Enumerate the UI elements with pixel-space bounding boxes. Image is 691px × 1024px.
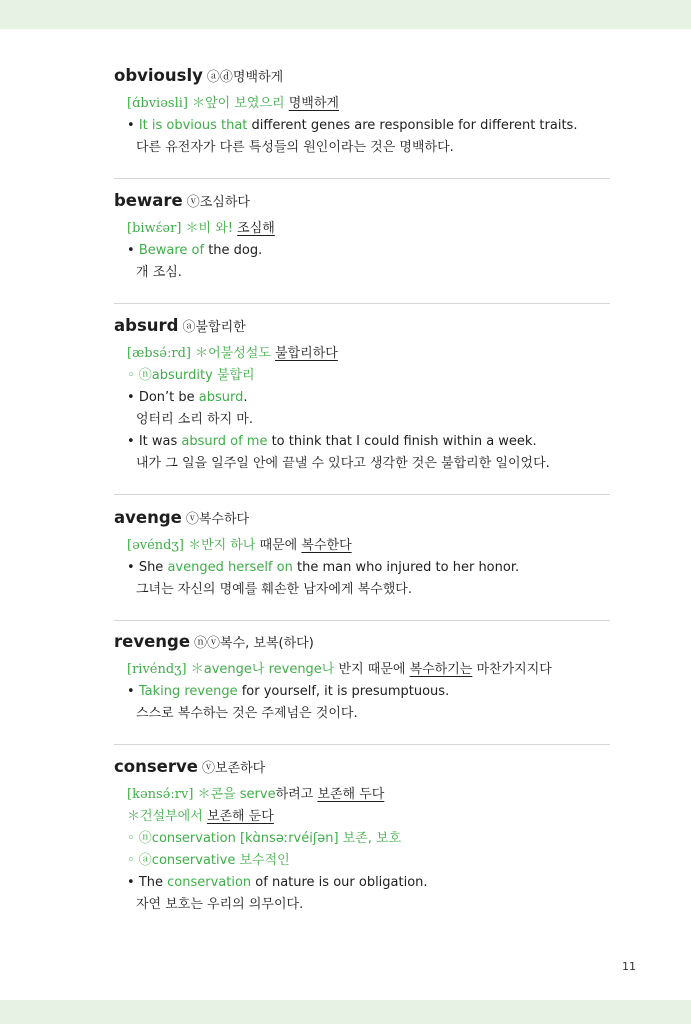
bottom-band bbox=[0, 1000, 691, 1024]
mnemonic-connector: 하려고 bbox=[275, 787, 318, 802]
example-sentence: • Beware of the dog. bbox=[127, 243, 263, 258]
entry-head bbox=[114, 66, 610, 88]
pronunciation: [kənsə́ːrv] bbox=[127, 787, 194, 802]
mnemonic-target: 복수하기는 bbox=[409, 662, 473, 677]
example-rest: different genes are responsible for different traits. bbox=[247, 118, 578, 133]
entry-obviously bbox=[114, 66, 610, 159]
mnemonic: ＊avenge나 revenge나 bbox=[190, 662, 335, 677]
mnemonic: ＊반지 하나 bbox=[188, 538, 256, 553]
example-highlight: Taking revenge bbox=[138, 684, 238, 699]
mnemonic: ＊비 와! bbox=[185, 221, 234, 236]
part-of-speech: ⓥ bbox=[201, 761, 215, 776]
divider bbox=[114, 303, 610, 304]
derived-word: ◦ ⓝabsurdity 불합리 bbox=[127, 368, 255, 383]
pronunciation-line bbox=[127, 218, 610, 240]
example-translation: 다른 유전자가 다른 특성들의 원인이라는 것은 명백하다. bbox=[136, 140, 454, 155]
page-number: 11 bbox=[622, 960, 636, 973]
entry-head bbox=[114, 508, 610, 530]
headword: conserve bbox=[114, 757, 198, 776]
mnemonic-line-2 bbox=[127, 806, 610, 828]
mnemonic-target: 보존해 두다 bbox=[317, 787, 385, 802]
example-translation: 그녀는 자신의 명예를 훼손한 남자에게 복수했다. bbox=[136, 582, 412, 597]
entry-absurd bbox=[114, 316, 610, 475]
mnemonic-tail: 마찬가지지다 bbox=[472, 662, 552, 677]
example-sentence: • She avenged herself on the man who injured to her honor. bbox=[127, 560, 520, 575]
mnemonic-target: 불합리하다 bbox=[275, 346, 338, 361]
headword: obviously bbox=[114, 66, 203, 85]
example-translation: 엉터리 소리 하지 마. bbox=[136, 412, 253, 427]
example-rest: Don’t be bbox=[138, 390, 199, 405]
entry-head bbox=[114, 757, 610, 779]
pronunciation-line bbox=[127, 535, 610, 557]
divider bbox=[114, 620, 610, 621]
part-of-speech: ⓥ bbox=[186, 195, 200, 210]
divider bbox=[114, 744, 610, 745]
mnemonic-connector: 반지 때문에 bbox=[334, 662, 410, 677]
mnemonic: ＊콘을 serve bbox=[197, 787, 276, 802]
example-rest: The bbox=[138, 875, 168, 890]
mnemonic-target: 복수한다 bbox=[301, 538, 352, 553]
example-rest: to think that I could finish within a week. bbox=[267, 434, 537, 449]
example-highlight: avenged herself on bbox=[167, 560, 293, 575]
meaning: 불합리한 bbox=[195, 320, 246, 335]
headword: avenge bbox=[114, 508, 182, 527]
example-rest: of nature is our obligation. bbox=[251, 875, 428, 890]
example-translation: 스스로 복수하는 것은 주제넘은 것이다. bbox=[136, 706, 358, 721]
divider bbox=[114, 494, 610, 495]
derived-word: ◦ ⓝconservation [kɑ̀nsəːrvéiʃən] 보존, 보호 bbox=[127, 831, 402, 846]
pronunciation: [biwɛ́ər] bbox=[127, 221, 182, 236]
mnemonic: ＊어불성설도 bbox=[195, 346, 271, 361]
example-rest: She bbox=[138, 560, 168, 575]
example-rest: the man who injured to her honor. bbox=[292, 560, 520, 575]
pronunciation: [ɑ́bviəsli] bbox=[127, 96, 188, 111]
example-sentence: • Don’t be absurd. bbox=[127, 390, 248, 405]
part-of-speech: ⓐ bbox=[182, 320, 196, 335]
entry-beware bbox=[114, 191, 610, 284]
part-of-speech: ⓐⓓ bbox=[206, 70, 233, 85]
example-highlight: absurd of me bbox=[181, 434, 268, 449]
example-translation: 내가 그 일을 일주일 안에 끝낼 수 있다고 생각한 것은 불합리한 일이었다. bbox=[136, 456, 550, 471]
part-of-speech: ⓥ bbox=[185, 512, 199, 527]
meaning: 복수하다 bbox=[198, 512, 250, 527]
top-band bbox=[0, 0, 691, 29]
pronunciation: [əvéndʒ] bbox=[127, 538, 184, 553]
example-highlight: Beware of bbox=[138, 243, 205, 258]
divider bbox=[114, 178, 610, 179]
example-rest: It was bbox=[138, 434, 182, 449]
example-highlight: conservation bbox=[167, 875, 252, 890]
mnemonic-target: 명백하게 bbox=[288, 96, 339, 111]
example-translation: 개 조심. bbox=[136, 265, 182, 280]
part-of-speech: ⓝⓥ bbox=[194, 636, 221, 651]
example-highlight: absurd bbox=[198, 390, 244, 405]
meaning: 복수, 보복(하다) bbox=[220, 636, 314, 651]
pronunciation-line bbox=[127, 93, 610, 115]
meaning: 조심하다 bbox=[199, 195, 250, 210]
entry-avenge bbox=[114, 508, 610, 601]
headword: revenge bbox=[114, 632, 191, 651]
pronunciation-line bbox=[127, 784, 610, 806]
pronunciation-line bbox=[127, 343, 610, 365]
headword: absurd bbox=[114, 316, 179, 335]
example-sentence: • The conservation of nature is our obligation. bbox=[127, 875, 428, 890]
example-sentence: • It was absurd of me to think that I could finish within a week. bbox=[127, 434, 537, 449]
example-sentence: • It is obvious that different genes are responsible for different traits. bbox=[127, 118, 578, 133]
example-rest: the dog. bbox=[204, 243, 263, 258]
example-sentence: • Taking revenge for yourself, it is presumptuous. bbox=[127, 684, 450, 699]
meaning: 보존하다 bbox=[214, 761, 266, 776]
entry-head bbox=[114, 316, 610, 338]
entry-conserve bbox=[114, 757, 610, 916]
entry-head bbox=[114, 632, 610, 654]
pronunciation: [æbsə́ːrd] bbox=[127, 346, 191, 361]
entry-revenge bbox=[114, 632, 610, 725]
mnemonic: ＊앞이 보였으리 bbox=[192, 96, 285, 111]
example-rest: . bbox=[243, 390, 248, 405]
derived-word: ◦ ⓐconservative 보수적인 bbox=[127, 853, 290, 868]
mnemonic-target: 조심해 bbox=[237, 221, 275, 236]
entry-head bbox=[114, 191, 610, 213]
example-rest: for yourself, it is presumptuous. bbox=[237, 684, 450, 699]
meaning: 명백하게 bbox=[232, 70, 284, 85]
pronunciation-line bbox=[127, 659, 610, 681]
example-translation: 자연 보호는 우리의 의무이다. bbox=[136, 897, 304, 912]
headword: beware bbox=[114, 191, 183, 210]
pronunciation: [rivéndʒ] bbox=[127, 662, 187, 677]
example-highlight: It is obvious that bbox=[138, 118, 248, 133]
mnemonic-connector: 때문에 bbox=[255, 538, 302, 553]
mnemonic-target: 보존해 둔다 bbox=[206, 809, 274, 824]
mnemonic: ＊건설부에서 bbox=[127, 809, 203, 824]
